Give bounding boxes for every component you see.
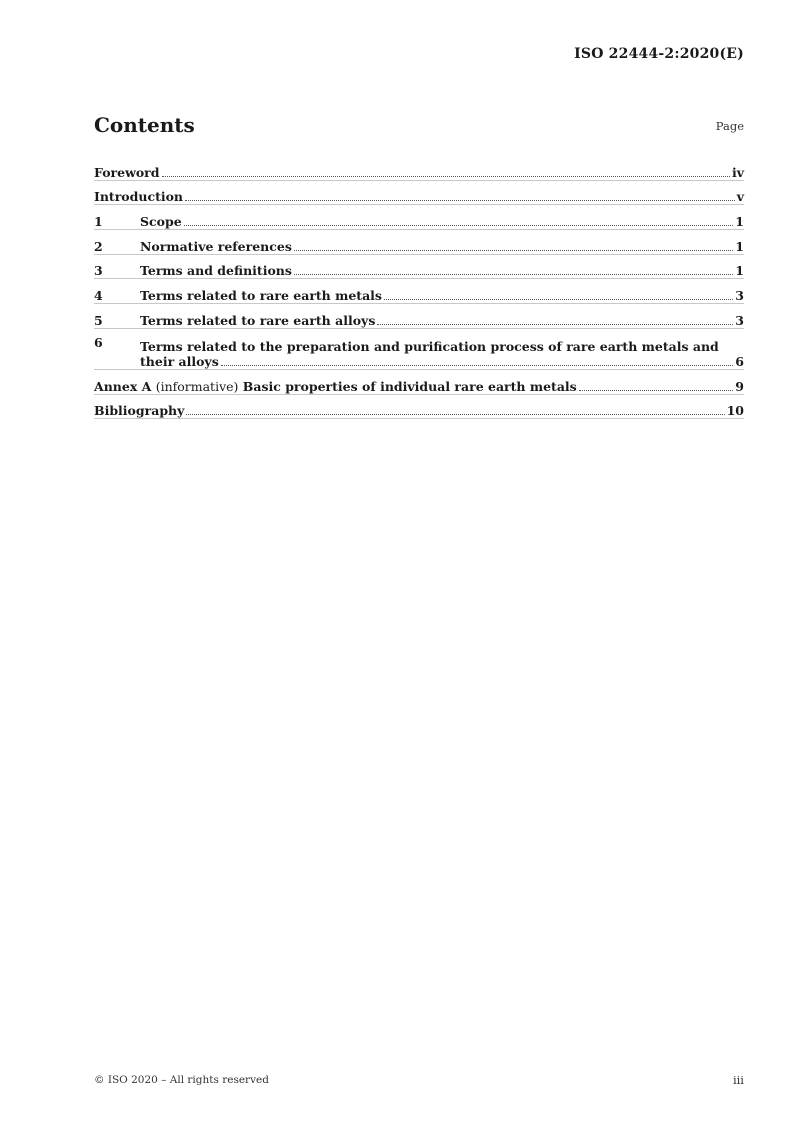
toc-entry-page: 3 [735,288,744,304]
toc-entry-bibliography[interactable] [94,395,744,420]
toc-entry-page: 1 [735,214,744,230]
dot-leader [162,176,730,177]
toc-entry-page: 3 [735,312,744,328]
toc-entry-page: 1 [735,238,744,254]
toc-entry-title: Terms related to rare earth metals [140,288,382,304]
page-column-label: Page [715,119,744,133]
toc-entry-terms-and-definitions[interactable] [94,255,744,280]
table-of-contents [94,156,744,419]
toc-entry-annex-a[interactable] [94,370,744,395]
toc-entry-title: Bibliography [94,403,185,419]
dot-leader [186,414,724,415]
toc-entry-page: 6 [735,353,744,369]
dot-leader [384,299,733,300]
dot-leader [377,324,733,325]
toc-entry-title: Introduction [94,189,184,205]
dot-leader [579,390,734,391]
toc-entry-rare-earth-metals[interactable] [94,279,744,304]
toc-entry-number: 2 [94,238,103,254]
toc-entry-number: 3 [94,263,103,279]
toc-entry-title: Basic properties of individual rare earth metals [242,378,577,394]
toc-entry-title: Foreword [94,164,160,180]
annex-type: (informative) [155,378,239,394]
toc-entry-page: v [736,189,744,205]
toc-entry-introduction[interactable] [94,181,744,206]
toc-entry-title: Terms related to rare earth alloys [140,312,376,328]
toc-entry-preparation-purification[interactable] [94,329,744,370]
annex-label: Annex A [94,378,152,394]
dot-leader [184,225,734,226]
copyright-notice: © ISO 2020 – All rights reserved [94,1074,269,1086]
toc-entry-page: iv [731,164,744,180]
toc-entry-number: 4 [94,288,103,304]
toc-entry-title: Terms and definitions [140,263,292,279]
page-number: iii [732,1073,744,1087]
toc-entry-page: 1 [735,263,744,279]
toc-entry-title-line-1: Terms related to the preparation and purification process of rare earth metals and [140,338,719,354]
contents-heading: Contents [94,113,195,137]
toc-entry-page: 10 [726,403,744,419]
toc-entry-page: 9 [735,378,744,394]
dot-leader [185,200,735,201]
toc-entry-number: 1 [94,214,103,230]
toc-entry-number: 5 [94,312,103,328]
dot-leader [221,365,734,366]
toc-entry-foreword[interactable] [94,156,744,181]
toc-entry-rare-earth-alloys[interactable] [94,304,744,329]
document-id: ISO 22444-2:2020(E) [574,46,744,62]
toc-entry-normative-references[interactable] [94,230,744,255]
toc-entry-scope[interactable] [94,205,744,230]
dot-leader [294,274,733,275]
toc-entry-title-line-2: their alloys [140,353,219,369]
toc-entry-number: 6 [94,334,103,350]
toc-entry-title: Normative references [140,238,292,254]
dot-leader [294,250,733,251]
toc-entry-title: Scope [140,214,182,230]
